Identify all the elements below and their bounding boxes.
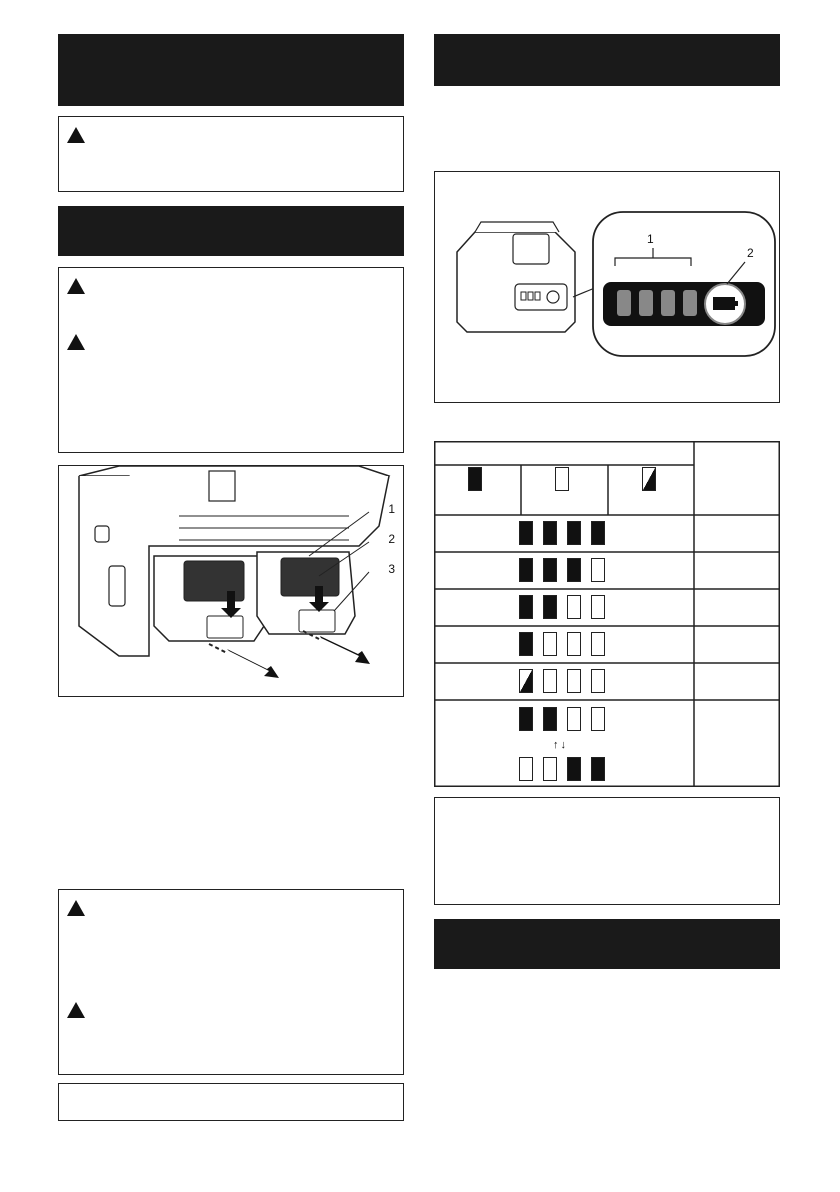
blink-arrows: ↑↓	[553, 739, 568, 751]
indicator-segment-off	[591, 632, 605, 656]
indicator-segment-off	[567, 595, 581, 619]
warning-icon	[67, 127, 85, 143]
legend-blinking-segment	[642, 467, 656, 491]
section-header-bar-2	[58, 206, 404, 256]
warning-box-3	[58, 889, 404, 1075]
note-box-2	[434, 797, 780, 905]
indicator-row	[514, 558, 610, 582]
warning-box-2	[58, 267, 404, 453]
figure-label-2: 2	[747, 246, 754, 260]
indicator-row	[514, 521, 610, 545]
callout-1: 1	[388, 502, 395, 516]
section-header-bar-4	[434, 919, 780, 969]
battery-indicator-figure	[434, 171, 780, 403]
battery-insert-figure	[58, 465, 404, 697]
indicator-segment-on	[543, 595, 557, 619]
indicator-row-blink-a	[514, 707, 610, 731]
indicator-segment-off	[591, 558, 605, 582]
indicator-segment-on	[519, 558, 533, 582]
section-header-bar-3	[434, 34, 780, 86]
indicator-segment-on	[591, 521, 605, 545]
indicator-table	[434, 441, 780, 787]
indicator-row	[514, 669, 610, 693]
battery-indicator-illustration	[435, 172, 780, 403]
indicator-segment-on	[567, 757, 581, 781]
note-box-1	[58, 1083, 404, 1121]
battery-insert-illustration	[59, 466, 404, 697]
warning-icon	[67, 334, 85, 350]
indicator-segment-on	[543, 558, 557, 582]
figure-label-1: 1	[647, 232, 654, 246]
indicator-segment-off	[519, 757, 533, 781]
legend-lit-segment	[468, 467, 482, 491]
indicator-segment-on	[567, 558, 581, 582]
legend-off-segment	[555, 467, 569, 491]
indicator-segment-on	[543, 707, 557, 731]
indicator-segment-on	[519, 521, 533, 545]
indicator-row-blink-b	[514, 757, 610, 781]
indicator-segment-off	[591, 707, 605, 731]
indicator-segment-off	[543, 669, 557, 693]
indicator-row	[514, 595, 610, 619]
indicator-segment-off	[567, 632, 581, 656]
indicator-segment-on	[519, 595, 533, 619]
warning-box-1	[58, 116, 404, 192]
warning-icon	[67, 1002, 85, 1018]
indicator-segment-off	[543, 757, 557, 781]
indicator-segment-on	[567, 521, 581, 545]
warning-icon	[67, 278, 85, 294]
section-header-bar-1	[58, 34, 404, 106]
warning-icon	[67, 900, 85, 916]
indicator-segment-off	[591, 595, 605, 619]
indicator-segment-on	[543, 521, 557, 545]
indicator-row	[514, 632, 610, 656]
indicator-segment-off	[567, 669, 581, 693]
callout-3: 3	[388, 562, 395, 576]
indicator-segment-on	[519, 632, 533, 656]
callout-2: 2	[388, 532, 395, 546]
indicator-segment-off	[543, 632, 557, 656]
indicator-segment-on	[519, 707, 533, 731]
indicator-segment-off	[567, 707, 581, 731]
indicator-segment-on	[591, 757, 605, 781]
indicator-segment-half	[519, 669, 533, 693]
indicator-segment-off	[591, 669, 605, 693]
